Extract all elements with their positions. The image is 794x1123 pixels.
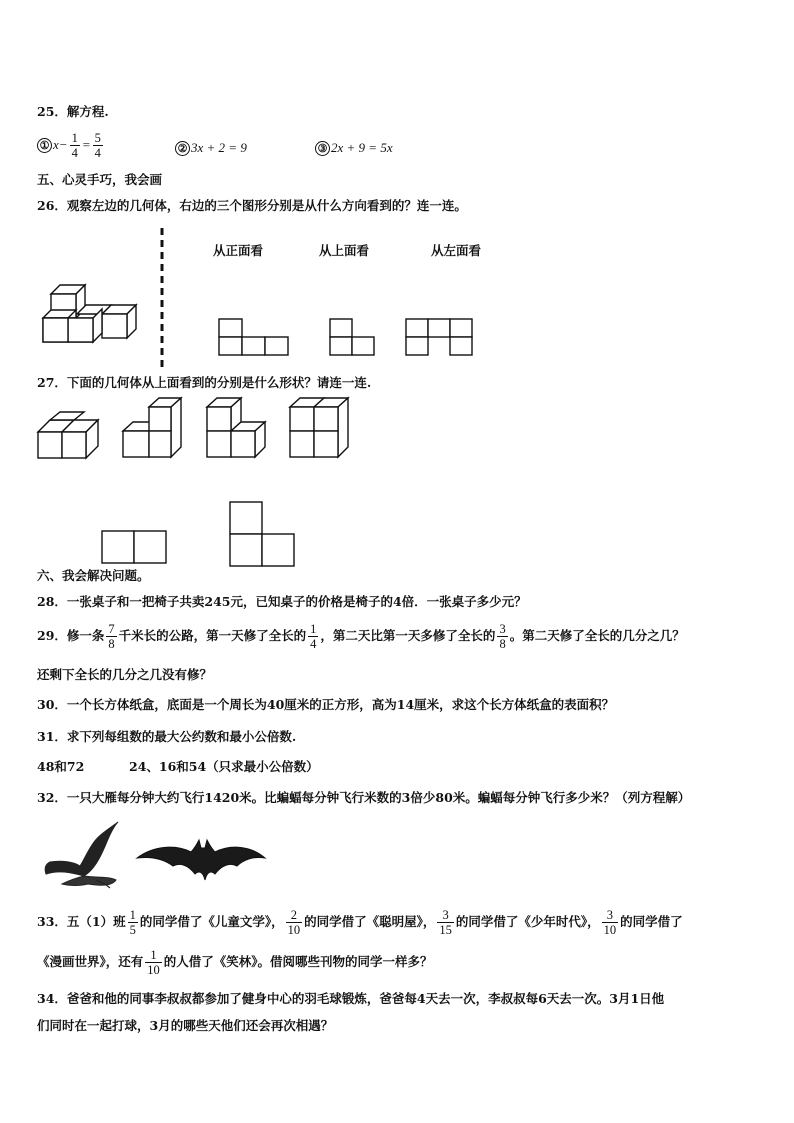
q33-line-2: 《漫画世界》，还有 $\frac{1}{10}$ 的人借了《笑林》。借阅哪些刊物的同学一样多？ — [37, 948, 433, 977]
q34-line-2: 们同时在一起打球，3月的哪些天他们还会再次相遇？ — [37, 1018, 334, 1033]
q27-title: 27．下面的几何体从上面看到的分别是什么形状？请连一连. — [37, 375, 372, 390]
q27-solid-4 — [288, 397, 354, 461]
item-number-1: ① — [37, 138, 52, 153]
q29-line-2: 还剩下全长的几分之几没有修？ — [37, 667, 213, 682]
q25-title: 25．解方程. — [37, 104, 109, 119]
q31-item-b: 24、16和54（只求最小公倍数） — [129, 759, 319, 774]
q26-label-front: 从正面看 — [213, 243, 264, 258]
q26-view-shape-3 — [405, 318, 475, 358]
section-5-heading: 五、心灵手巧，我会画 — [37, 172, 163, 187]
q31-title: 31．求下列每组数的最大公约数和最小公倍数. — [37, 729, 297, 744]
q26-divider-dashed-line — [160, 228, 164, 368]
q32-text: 32．一只大雁每分钟大约飞行1420米。比蝙蝠每分钟飞行米数的3倍少80米。蝙蝠每分钟飞行多少米？（列方程解） — [37, 790, 691, 805]
q27-solid-3 — [205, 397, 271, 461]
q34-line-1: 34．爸爸和他的同事李叔叔都参加了健身中心的羽毛球锻炼，爸爸每4天去一次，李叔叔每6天去一次。3月1日他 — [37, 991, 665, 1006]
q28-text: 28．一张桌子和一把椅子共卖245元，已知桌子的价格是椅子的4倍．一张桌子多少元？ — [37, 594, 527, 609]
q27-solid-1 — [36, 412, 106, 462]
bat-illustration — [135, 838, 267, 886]
q27-solid-2 — [121, 397, 187, 461]
q26-solid-figure — [40, 284, 140, 344]
q25-equation-2: ② 3x + 2 = 9 — [175, 140, 247, 156]
q26-view-shape-1 — [218, 318, 290, 358]
q26-title: 26．观察左边的几何体，右边的三个图形分别是从什么方向看到的？连一连。 — [37, 198, 467, 213]
q30-text: 30．一个长方体纸盒，底面是一个周长为40厘米的正方形，高为14厘米，求这个长方体纸盒的表面积？ — [37, 697, 615, 712]
q31-item-a: 48和72 — [37, 759, 85, 774]
q27-shape-option-2 — [229, 501, 295, 567]
q26-label-left: 从左面看 — [431, 243, 482, 258]
q25-equation-3: ③ 2x + 9 = 5x — [315, 140, 393, 156]
q26-view-shape-2 — [329, 318, 377, 358]
wild-goose-illustration — [40, 820, 120, 892]
q29-line-1: 29．修一条 $\frac{7}{8}$ 千米长的公路，第一天修了全长的 $\frac{1}{4}$ ，第二天比第一天多修了全长的 $\frac{3}{8}$ 。第二天修了全长的几分之几？ — [37, 622, 685, 651]
q33-line-1: 33．五（1）班 $\frac{1}{5}$ 的同学借了《儿童文学》， $\frac{2}{10}$ 的同学借了《聪明屋》， $\frac{3}{15}$ 的同学借了《少年时代》， $\frac{3}{10}$ 的同学借了 — [37, 908, 683, 937]
section-6-heading: 六、我会解决问题。 — [37, 568, 150, 583]
q25-equation-1: ① x− $\frac{1}{4}$ = $\frac{5}{4}$ — [37, 131, 105, 160]
item-number-2: ② — [175, 141, 190, 156]
q26-label-top: 从上面看 — [319, 243, 370, 258]
item-number-3: ③ — [315, 141, 330, 156]
q27-shape-option-1 — [101, 530, 167, 566]
